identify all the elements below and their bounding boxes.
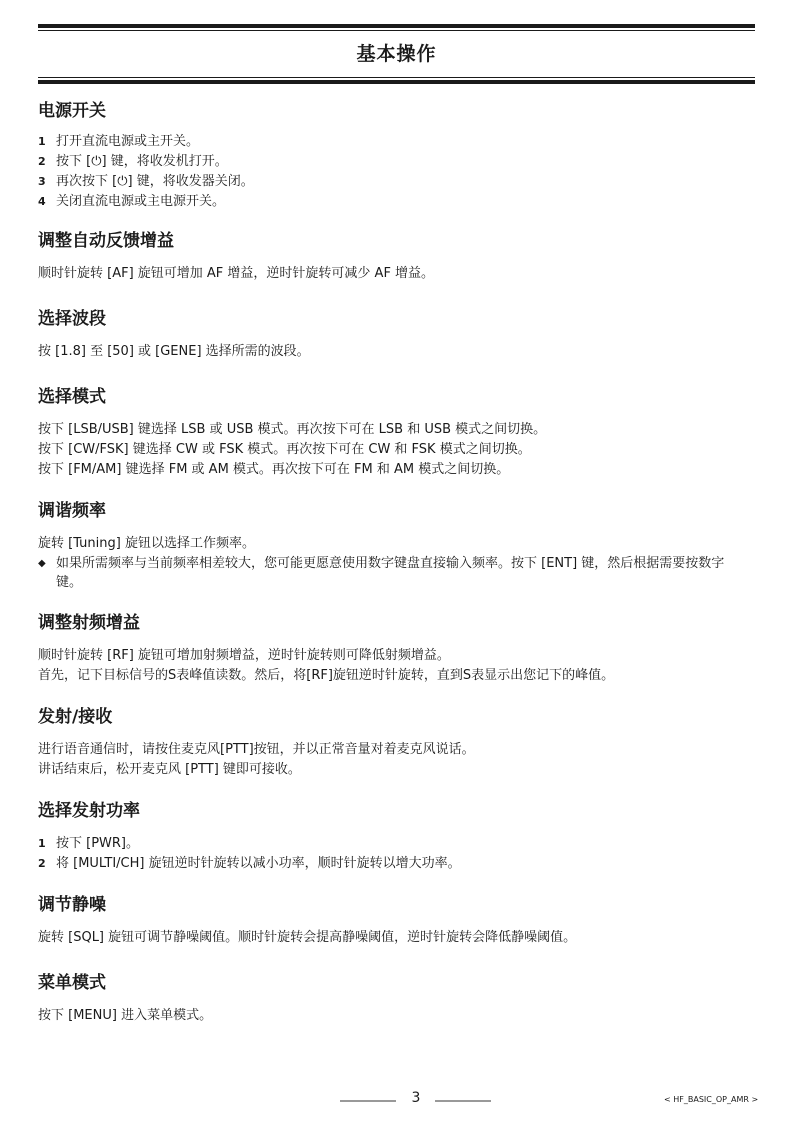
section-heading: 选择发射功率	[38, 801, 140, 821]
paragraph-line: 首先，记下目标信号的S表峰值读数。然后，将[RF]旋钮逆时针旋转，直到S表显示出您记下的峰值。	[38, 668, 615, 683]
step-text: 按下 [PWR]。	[56, 836, 140, 851]
paragraph-line: 旋转 [Tuning] 旋钮以选择工作频率。	[38, 536, 255, 551]
page-content	[38, 96, 738, 1026]
header-rule-bottom	[38, 80, 755, 84]
step-number: 1	[38, 837, 46, 850]
section-heading: 调节静噪	[38, 895, 106, 915]
paragraph-line: 顺时针旋转 [AF] 旋钮可增加 AF 增益，逆时针旋转可减少 AF 增益。	[38, 266, 435, 281]
section-select-band	[38, 304, 738, 362]
section-rf-gain	[38, 608, 738, 686]
step-text: 打开直流电源或主开关。	[56, 134, 200, 149]
step-text: 将 [MULTI/CH] 旋钮逆时针旋转以减小功率，顺时针旋转以增大功率。	[56, 856, 461, 871]
section-tune-frequency	[38, 496, 738, 592]
paragraph-line: 讲话结束后，松开麦克风 [PTT] 键即可接收。	[38, 762, 301, 777]
step-number: 3	[38, 175, 46, 188]
paragraph-line: 顺时针旋转 [RF] 旋钮可增加射频增益，逆时针旋转则可降低射频增益。	[38, 648, 450, 663]
diamond-bullet-icon: ◆	[38, 558, 46, 569]
footer-rule-left	[340, 1100, 396, 1102]
page-footer	[0, 1090, 793, 1114]
section-heading: 选择模式	[38, 387, 106, 407]
step-number: 2	[38, 857, 46, 870]
step-number: 4	[38, 195, 46, 208]
list-item	[38, 152, 738, 172]
paragraph-line: 按 [1.8] 至 [50] 或 [GENE] 选择所需的波段。	[38, 344, 310, 359]
step-number: 2	[38, 155, 46, 168]
section-menu-mode	[38, 968, 738, 1026]
section-power-switch	[38, 96, 738, 212]
bullet-text: 如果所需频率与当前频率相差较大，您可能更愿意使用数字键盘直接输入频率。按下 [ENT] 键，然后根据需要按数字键。	[56, 556, 725, 590]
section-transmit-receive	[38, 702, 738, 780]
section-squelch	[38, 890, 738, 948]
section-heading: 调整射频增益	[38, 613, 140, 633]
header-rule-bottom-thin	[38, 77, 755, 78]
section-tx-power	[38, 796, 738, 874]
footer-rule-right	[435, 1100, 491, 1102]
paragraph-line: 按下 [MENU] 进入菜单模式。	[38, 1008, 213, 1023]
list-item	[38, 172, 738, 192]
paragraph-line: 按下 [CW/FSK] 键选择 CW 或 FSK 模式。再次按下可在 CW 和 FSK 模式之间切换。	[38, 442, 531, 457]
list-item	[38, 834, 738, 854]
section-heading: 调整自动反馈增益	[38, 231, 174, 251]
header-rule-top	[38, 24, 755, 28]
paragraph-line: 进行语音通信时，请按住麦克风[PTT]按钮，并以正常音量对着麦克风说话。	[38, 742, 475, 757]
step-text: 关闭直流电源或主电源开关。	[56, 194, 226, 209]
step-text: 按下 [⏻] 键，将收发机打开。	[56, 154, 228, 169]
section-heading: 电源开关	[38, 101, 106, 121]
bullet-note	[38, 554, 738, 592]
section-heading: 调谐频率	[38, 501, 106, 521]
section-heading: 菜单模式	[38, 973, 106, 993]
section-heading: 发射/接收	[38, 707, 113, 727]
page-header	[38, 24, 755, 84]
section-select-mode	[38, 382, 738, 480]
step-text: 再次按下 [⏻] 键，将收发器关闭。	[56, 174, 254, 189]
list-item	[38, 132, 738, 152]
list-item	[38, 192, 738, 212]
paragraph-line: 按下 [LSB/USB] 键选择 LSB 或 USB 模式。再次按下可在 LSB 和 USB 模式之间切换。	[38, 422, 547, 437]
list-item	[38, 854, 738, 874]
section-af-gain	[38, 226, 738, 284]
paragraph-line: 按下 [FM/AM] 键选择 FM 或 AM 模式。再次按下可在 FM 和 AM 模式之间切换。	[38, 462, 510, 477]
paragraph-line: 旋转 [SQL] 旋钮可调节静噪阈值。顺时针旋转会提高静噪阈值，逆时针旋转会降低静噪阈值。	[38, 930, 577, 945]
step-number: 1	[38, 135, 46, 148]
page-title: 基本操作	[356, 43, 437, 65]
document-code: < HF_BASIC_OP_AMR >	[664, 1095, 759, 1104]
section-heading: 选择波段	[38, 309, 106, 329]
page-number: 3	[411, 1090, 421, 1106]
